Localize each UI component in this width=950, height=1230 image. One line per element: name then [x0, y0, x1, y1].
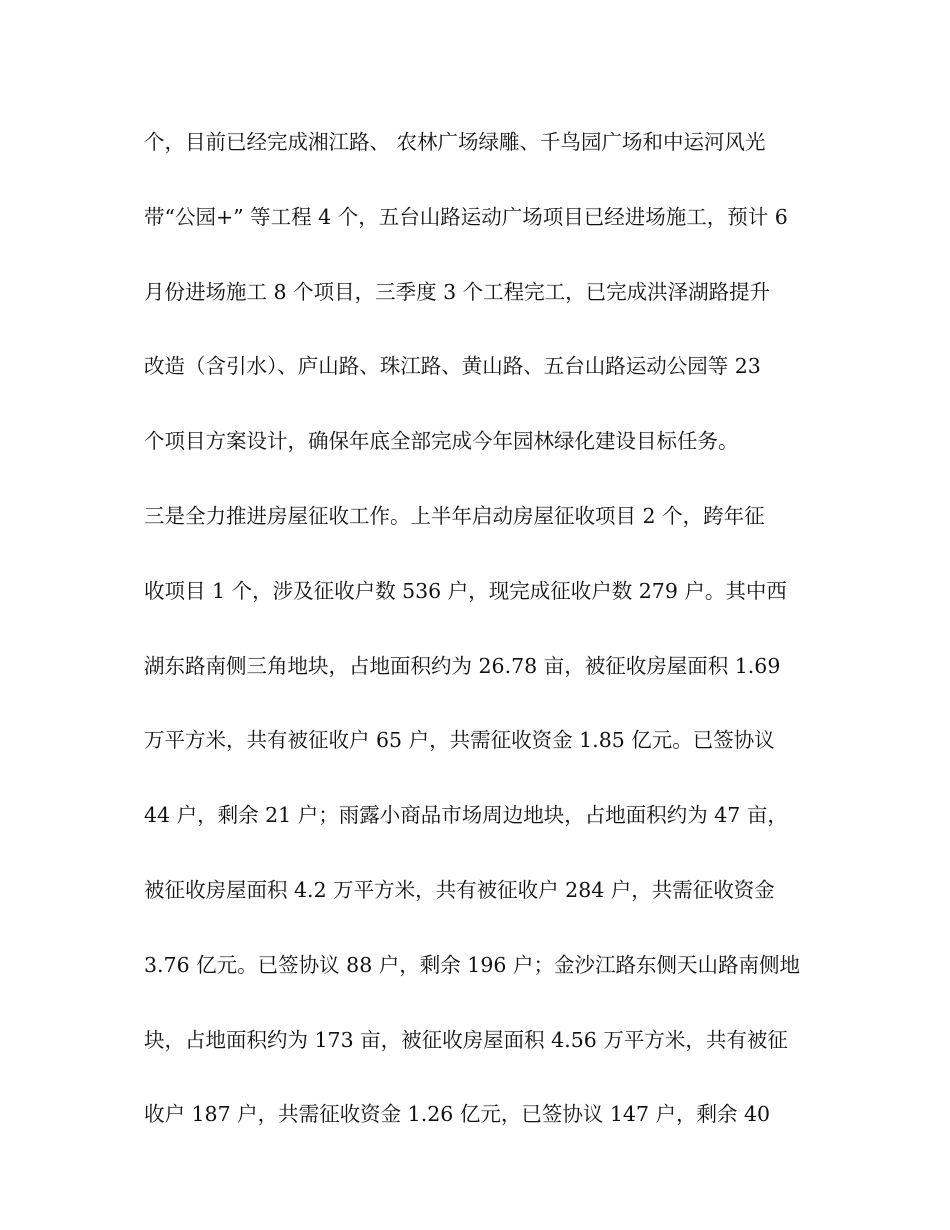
text-line: 个，目前已经完成湘江路、 农林广场绿雕、千鸟园广场和中运河风光: [144, 130, 766, 154]
text-line: 改造（含引水）、庐山路、珠江路、黄山路、五台山路运动公园等 23: [144, 354, 761, 379]
document-body: [144, 124, 814, 1171]
text-line: 被征收房屋面积 4.2 万平方米，共有被征收户 284 户，共需征收资金: [144, 877, 775, 902]
text-line: 湖东路南侧三角地块，占地面积约为 26.78 亩，被征收房屋面积 1.69: [144, 653, 781, 678]
text-line: 三是全力推进房屋征收工作。上半年启动房屋征收项目 2 个，跨年征: [144, 503, 765, 528]
text-line: 收项目 1 个，涉及征收户数 536 户，现完成征收户数 279 户。其中西: [144, 578, 787, 603]
text-line: 带“公园+” 等工程 4 个，五台山路运动广场项目已经进场施工，预计 6: [144, 204, 788, 229]
text-line: 万平方米，共有被征收户 65 户，共需征收资金 1.85 亿元。已签协议: [144, 728, 775, 753]
text-line: 收户 187 户，共需征收资金 1.26 亿元，已签协议 147 户，剩余 40: [144, 1102, 771, 1127]
text-line: 44 户，剩余 21 户；雨露小商品市场周边地块，占地面积约为 47 亩，: [144, 803, 788, 828]
text-line: 个项目方案设计，确保年底全部完成今年园林绿化建设目标任务。: [144, 429, 739, 454]
text-line: 3.76 亿元。已签协议 88 户，剩余 196 户；金沙江路东侧天山路南侧地: [144, 952, 800, 977]
text-line: 月份进场施工 8 个项目，三季度 3 个工程完工，已完成洪泽湖路提升: [144, 279, 771, 304]
text-line: 块，占地面积约为 173 亩，被征收房屋面积 4.56 万平方米，共有被征: [144, 1027, 788, 1052]
